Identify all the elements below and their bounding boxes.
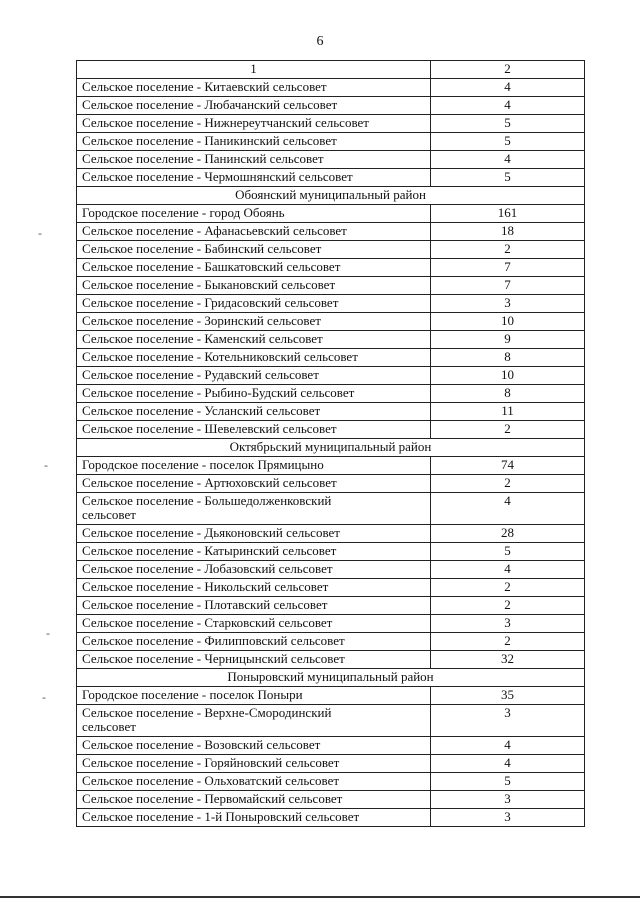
settlement-name-text: Сельское поселение - Гридасовский сельсовет: [82, 295, 339, 310]
margin-mark: -: [42, 690, 46, 704]
settlement-name-text: Сельское поселение - Каменский сельсовет: [82, 331, 323, 346]
settlement-name: [77, 755, 431, 773]
table-row: [77, 403, 585, 421]
settlement-name: [77, 205, 431, 223]
settlement-name-text: Сельское поселение - Шевелевский сельсовет: [82, 421, 337, 436]
settlement-value: 5: [431, 133, 585, 151]
table-row: [77, 223, 585, 241]
settlement-name-text: Сельское поселение - Артюховский сельсовет: [82, 475, 337, 490]
settlement-value: 7: [431, 277, 585, 295]
settlement-name: [77, 579, 431, 597]
settlement-name: [77, 457, 431, 475]
settlement-value: 4: [431, 755, 585, 773]
settlement-value: 4: [431, 151, 585, 169]
settlement-name-text: Сельское поселение - Рыбино-Будский сельсовет: [82, 385, 355, 400]
page-number: 6: [316, 34, 324, 49]
settlement-name-text: Сельское поселение - Бабинский сельсовет: [82, 241, 322, 256]
settlement-name-text: Сельское поселение - Черницынский сельсовет: [82, 651, 345, 666]
settlement-name: [77, 385, 431, 403]
settlement-value: 4: [431, 79, 585, 97]
settlement-value: 2: [431, 579, 585, 597]
district-name: Октябрьский муниципальный район: [77, 439, 585, 457]
settlement-name: [77, 295, 431, 313]
settlement-name-text: Сельское поселение - Филипповский сельсовет: [82, 633, 345, 648]
settlement-value: 2: [431, 421, 585, 439]
settlement-value: 3: [431, 809, 585, 827]
table-row: [77, 115, 585, 133]
settlement-value: 3: [431, 295, 585, 313]
settlement-name-text: Сельское поселение - Никольский сельсовет: [82, 579, 329, 594]
table-row: [77, 597, 585, 615]
settlement-name: [77, 615, 431, 633]
settlement-value: 11: [431, 403, 585, 421]
table-row: [77, 475, 585, 493]
settlement-value: 2: [431, 241, 585, 259]
settlement-value: 18: [431, 223, 585, 241]
settlement-value: 4: [431, 737, 585, 755]
settlement-name: [77, 791, 431, 809]
table-row: [77, 737, 585, 755]
settlement-name: [77, 421, 431, 439]
table-row: [77, 151, 585, 169]
settlement-value: 8: [431, 385, 585, 403]
settlement-name-text: Городское поселение - поселок Прямицыно: [82, 457, 324, 472]
settlement-name-text: Сельское поселение - Котельниковский сельсовет: [82, 349, 358, 364]
settlement-name-text: Сельское поселение - Лобазовский сельсовет: [82, 561, 333, 576]
settlement-name: [77, 773, 431, 791]
settlement-name: [77, 597, 431, 615]
settlement-name-text: Сельское поселение - Рудавский сельсовет: [82, 367, 319, 382]
settlement-name-text: Сельское поселение - Быкановский сельсовет: [82, 277, 336, 292]
settlement-value: 74: [431, 457, 585, 475]
settlement-name-text: Сельское поселение - Панинский сельсовет: [82, 151, 324, 166]
settlement-name-text: Сельское поселение - Зоринский сельсовет: [82, 313, 321, 328]
settlement-name: [77, 97, 431, 115]
settlement-name: [77, 151, 431, 169]
header-col-1: 1: [77, 61, 431, 79]
district-name: Обоянский муниципальный район: [77, 187, 585, 205]
table-row: [77, 773, 585, 791]
settlement-value: 9: [431, 331, 585, 349]
settlement-name: [77, 241, 431, 259]
district-heading-row: [77, 439, 585, 457]
settlement-value: 3: [431, 791, 585, 809]
table-row: [77, 241, 585, 259]
settlement-name-text: Сельское поселение - Афанасьевский сельсовет: [82, 223, 347, 238]
settlement-value: 5: [431, 543, 585, 561]
settlement-name: [77, 403, 431, 421]
settlement-name: [77, 133, 431, 151]
settlement-name: [77, 367, 431, 385]
settlement-name-text: Сельское поселение - Паникинский сельсовет: [82, 133, 337, 148]
table-row: [77, 651, 585, 669]
settlement-name-text: Городское поселение - город Обоянь: [82, 205, 285, 220]
header-col-2: 2: [431, 61, 585, 79]
settlement-name: [77, 809, 431, 827]
settlement-name: [77, 705, 431, 737]
settlement-name-text: Сельское поселение - Первомайский сельсовет: [82, 791, 343, 806]
settlement-name: [77, 115, 431, 133]
settlement-name: [77, 349, 431, 367]
settlement-value: 28: [431, 525, 585, 543]
margin-mark: -: [46, 626, 50, 640]
table-row: [77, 791, 585, 809]
table-row: [77, 457, 585, 475]
table-row: [77, 385, 585, 403]
settlement-name-text: Сельское поселение - Верхне-Смородинский: [82, 705, 332, 720]
table-row: [77, 755, 585, 773]
table-row: [77, 331, 585, 349]
table-row: [77, 809, 585, 827]
settlement-value: 2: [431, 475, 585, 493]
settlement-name-text: Сельское поселение - 1-й Поныровский сельсовет: [82, 809, 360, 824]
table-row: [77, 259, 585, 277]
settlement-value: 161: [431, 205, 585, 223]
settlement-value: 10: [431, 313, 585, 331]
settlement-value: 7: [431, 259, 585, 277]
table-row: [77, 561, 585, 579]
settlement-name-text: Сельское поселение - Катыринский сельсовет: [82, 543, 337, 558]
settlement-name-text: Сельское поселение - Любачанский сельсовет: [82, 97, 338, 112]
settlement-name-text: Сельское поселение - Китаевский сельсовет: [82, 79, 327, 94]
table-row: [77, 205, 585, 223]
table-row: [77, 79, 585, 97]
settlement-name-text: Сельское поселение - Дьяконовский сельсовет: [82, 525, 340, 540]
settlement-value: 2: [431, 597, 585, 615]
district-heading-row: [77, 187, 585, 205]
settlement-name: [77, 223, 431, 241]
table-row: [77, 133, 585, 151]
settlement-name: [77, 313, 431, 331]
settlement-name-text: Городское поселение - поселок Поныри: [82, 687, 303, 702]
settlement-value: 5: [431, 115, 585, 133]
table-row: [77, 313, 585, 331]
settlement-value: 4: [431, 493, 585, 525]
table-row: [77, 705, 585, 737]
settlements-table: [76, 60, 585, 827]
settlement-value: 5: [431, 169, 585, 187]
settlement-value: 10: [431, 367, 585, 385]
settlement-value: 32: [431, 651, 585, 669]
settlement-value: 35: [431, 687, 585, 705]
settlement-name: [77, 525, 431, 543]
table-row: [77, 421, 585, 439]
settlement-name-text: Сельское поселение - Усланский сельсовет: [82, 403, 321, 418]
settlement-name-text: Сельское поселение - Большедолженковский: [82, 493, 332, 508]
settlement-name-text: Сельское поселение - Возовский сельсовет: [82, 737, 321, 752]
table-row: [77, 615, 585, 633]
settlement-name-continuation: сельсовет: [82, 719, 136, 734]
table-row: [77, 525, 585, 543]
table-header-row: [77, 61, 585, 79]
table-row: [77, 579, 585, 597]
table-row: [77, 97, 585, 115]
settlement-name-continuation: сельсовет: [82, 507, 136, 522]
settlement-value: 4: [431, 97, 585, 115]
table-row: [77, 367, 585, 385]
settlement-name-text: Сельское поселение - Ольховатский сельсовет: [82, 773, 340, 788]
settlement-name: [77, 331, 431, 349]
settlement-value: 3: [431, 705, 585, 737]
settlement-name-text: Сельское поселение - Нижнереутчанский сельсовет: [82, 115, 369, 130]
settlement-name: [77, 737, 431, 755]
district-heading-row: [77, 669, 585, 687]
margin-mark: -: [38, 226, 42, 240]
settlement-name-text: Сельское поселение - Горяйновский сельсовет: [82, 755, 340, 770]
district-name: Поныровский муниципальный район: [77, 669, 585, 687]
table-row: [77, 349, 585, 367]
settlement-name-text: Сельское поселение - Старковский сельсовет: [82, 615, 333, 630]
settlement-name: [77, 633, 431, 651]
settlement-value: 4: [431, 561, 585, 579]
settlement-name: [77, 651, 431, 669]
table-row: [77, 295, 585, 313]
settlement-name-text: Сельское поселение - Чермошнянский сельсовет: [82, 169, 353, 184]
settlement-name: [77, 79, 431, 97]
table-row: [77, 633, 585, 651]
table-row: [77, 493, 585, 525]
settlement-name: [77, 561, 431, 579]
settlement-value: 3: [431, 615, 585, 633]
settlement-name: [77, 169, 431, 187]
settlement-name: [77, 543, 431, 561]
settlement-name: [77, 493, 431, 525]
settlement-name-text: Сельское поселение - Плотавский сельсовет: [82, 597, 328, 612]
table-row: [77, 169, 585, 187]
settlement-name: [77, 277, 431, 295]
settlement-name: [77, 475, 431, 493]
settlement-value: 5: [431, 773, 585, 791]
table-row: [77, 687, 585, 705]
table-row: [77, 277, 585, 295]
settlement-name: [77, 687, 431, 705]
settlement-name: [77, 259, 431, 277]
settlement-value: 2: [431, 633, 585, 651]
margin-mark: -: [44, 458, 48, 472]
bottom-rule: [0, 896, 640, 898]
table-row: [77, 543, 585, 561]
settlement-name-text: Сельское поселение - Башкатовский сельсовет: [82, 259, 341, 274]
settlement-value: 8: [431, 349, 585, 367]
